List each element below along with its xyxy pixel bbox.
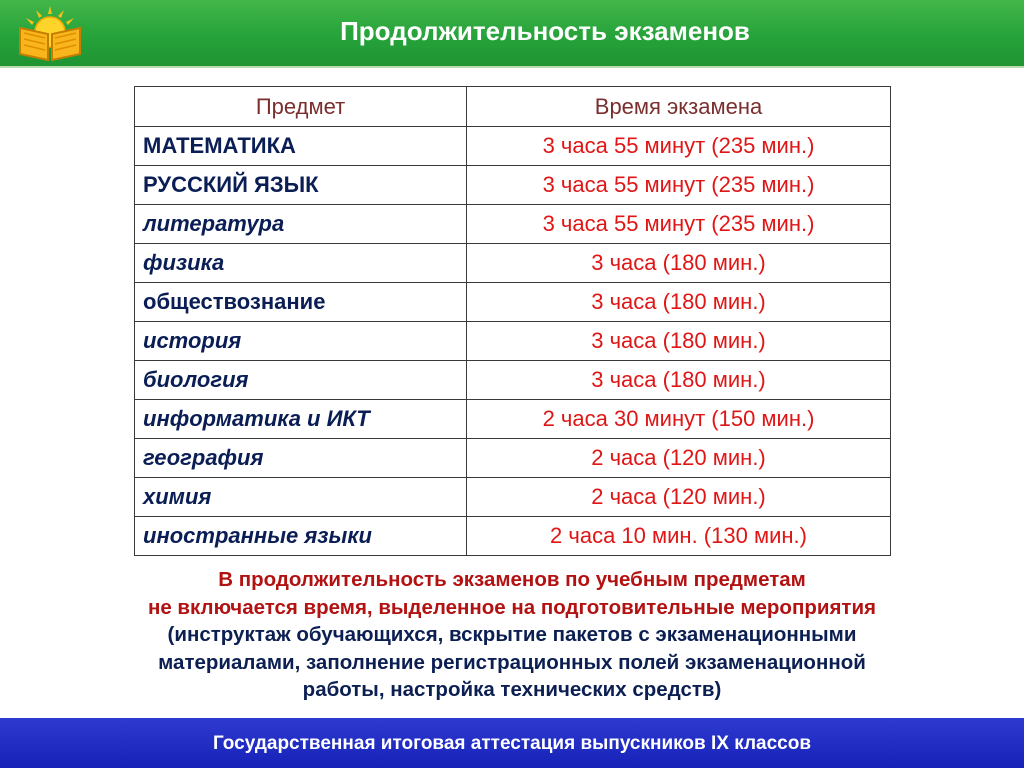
- subject-cell: география: [135, 439, 467, 478]
- time-cell: 2 часа 30 минут (150 мин.): [467, 400, 891, 439]
- time-cell: 3 часа 55 минут (235 мин.): [467, 205, 891, 244]
- table-row: [135, 361, 891, 400]
- footer-caption: Государственная итоговая аттестация выпускников IX классов: [212, 733, 812, 754]
- note-line: В продолжительность экзаменов по учебным предметам: [218, 568, 806, 591]
- column-header-time: Время экзамена: [467, 87, 891, 127]
- table-header-row: [135, 87, 891, 127]
- table-row: [135, 517, 891, 556]
- subject-cell: МАТЕМАТИКА: [135, 127, 467, 166]
- time-cell: 3 часа (180 мин.): [467, 361, 891, 400]
- note-line: не включается время, выделенное на подготовительные мероприятия: [147, 595, 877, 619]
- exam-duration-note: [40, 566, 984, 704]
- header-bar: [0, 0, 1024, 68]
- footer-bar: [0, 718, 1024, 768]
- subject-cell: литература: [135, 205, 467, 244]
- note-line: работы, настройка технических средств): [302, 678, 722, 701]
- subject-cell: информатика и ИКТ: [135, 400, 467, 439]
- time-cell: 3 часа 55 минут (235 мин.): [467, 166, 891, 205]
- table-row: [135, 283, 891, 322]
- subject-cell: иностранные языки: [135, 517, 467, 556]
- time-cell: 3 часа (180 мин.): [467, 322, 891, 361]
- time-cell: 3 часа 55 минут (235 мин.): [467, 127, 891, 166]
- subject-cell: РУССКИЙ ЯЗЫК: [135, 166, 467, 205]
- table-row: [135, 166, 891, 205]
- subject-cell: история: [135, 322, 467, 361]
- table-row: [135, 127, 891, 166]
- time-cell: 2 часа 10 мин. (130 мин.): [467, 517, 891, 556]
- table-row: [135, 478, 891, 517]
- column-header-subject: Предмет: [135, 87, 467, 127]
- subject-cell: химия: [135, 478, 467, 517]
- page-title: Продолжительность экзаменов: [340, 16, 750, 46]
- table-row: [135, 205, 891, 244]
- subject-cell: физика: [135, 244, 467, 283]
- time-cell: 2 часа (120 мин.): [467, 478, 891, 517]
- exam-duration-table: [134, 86, 891, 556]
- time-cell: 2 часа (120 мин.): [467, 439, 891, 478]
- time-cell: 3 часа (180 мин.): [467, 244, 891, 283]
- table-row: [135, 400, 891, 439]
- table-row: [135, 322, 891, 361]
- subject-cell: биология: [135, 361, 467, 400]
- time-cell: 3 часа (180 мин.): [467, 283, 891, 322]
- note-line: (инструктаж обучающихся, вскрытие пакетов с экзаменационными: [167, 623, 857, 646]
- table-row: [135, 244, 891, 283]
- table-row: [135, 439, 891, 478]
- note-line: материалами, заполнение регистрационных полей экзаменационной: [158, 650, 866, 674]
- subject-cell: обществознание: [135, 283, 467, 322]
